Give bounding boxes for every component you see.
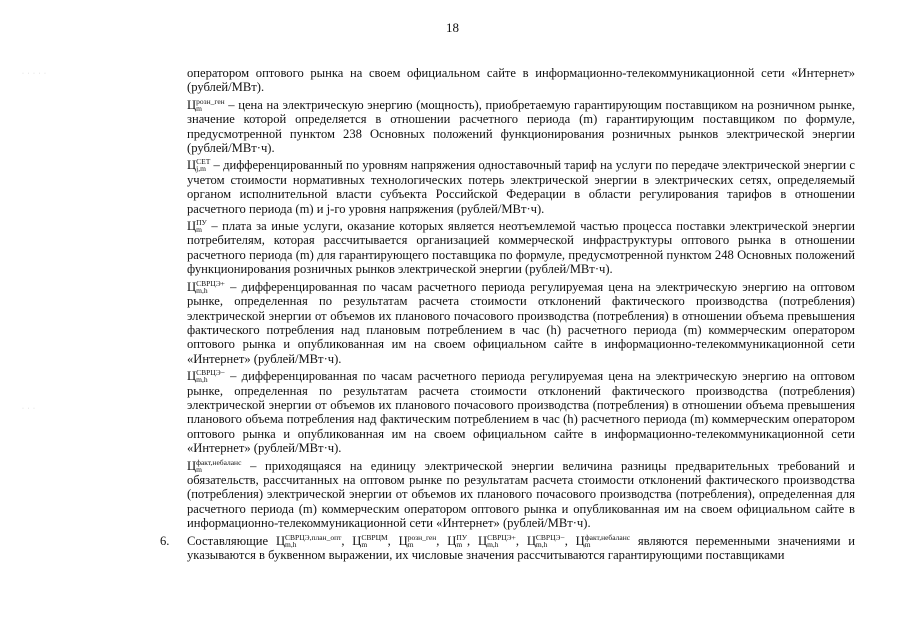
definition-text: – плата за иные услуги, оказание которых является неотъемлемой частью процесса поставки электрической энергии потребителям, которая рассчитывается организацией коммерческой инфраструктуры оптового рынка в отношении расчетного периода (m) для гарантирующего поставщика по формуле, предусмотренной пунктом 248 Основных положений функционирования розничных рынков электрической энергии (рублей/МВт·ч).	[187, 219, 855, 277]
symbol-subscript: m,h	[196, 375, 208, 385]
price-symbol: ЦСВРЦМ m	[352, 532, 388, 549]
numbered-item: 6. Составляющие ЦСВРЦЭ,план_опт m,h , ЦСВРЦМ m , Црозн_ген m , ЦПУ m , ЦСВРЦЭ+ m,h , ЦСВРЦЭ− m,h , Цфакт,небаланс m являются переменными значениями и указываются в буквенном выражении, их числовые значения рассчитываются гарантирующими поставщиками	[160, 532, 856, 562]
definition-paragraph	[187, 280, 855, 366]
item-lead-text: Составляющие	[187, 533, 269, 548]
margin-mark: · · · · ·	[22, 71, 47, 77]
document-body	[160, 66, 856, 565]
page-number: 18	[446, 20, 459, 35]
symbol-subscript: m	[196, 225, 202, 235]
symbol-superscript: СВРЦЭ−	[196, 368, 225, 378]
price-symbol: Цфакт,небаланс m	[575, 532, 631, 549]
symbol-superscript: розн_ген	[196, 96, 225, 106]
symbol-subscript: m	[196, 103, 202, 113]
price-symbol: ЦСВРЦЭ+ m,h	[477, 532, 516, 549]
item-text: являются переменными значениями и указываются в буквенном выражении, их числовые значения рассчитываются гарантирующими поставщиками	[187, 533, 856, 562]
symbol-superscript: СЕТ	[196, 157, 211, 167]
price-symbol: Цфакт,небаланс m	[187, 457, 242, 474]
symbol-superscript: ПУ	[196, 218, 207, 228]
symbol-superscript: СВРЦЭ+	[196, 278, 225, 288]
symbol-subscript: m	[196, 464, 202, 474]
definition-paragraph	[187, 158, 855, 216]
price-symbol: ЦСВРЦЭ− m,h	[187, 368, 225, 385]
price-symbol: ЦСВРЦЭ+ m,h	[187, 278, 225, 295]
price-symbol: ЦПУ m	[187, 218, 207, 235]
symbol-subscript: j,m	[196, 164, 206, 174]
price-symbol: ЦСВРЦЭ− m,h	[526, 532, 565, 549]
definition-text: – дифференцированный по уровням напряжения одноставочный тариф на услуги по передаче электрической энергии с учетом стоимости нормативных технологических потерь электрической энергии в электрических сетях, определяемый органом исполнительной власти субъекта Российской Федерации в области регулирования тарифов в отношении расчетного периода (m) и j-го уровня напряжения (рублей/МВт·ч).	[187, 158, 856, 216]
price-symbol: ЦПУ m	[447, 532, 468, 549]
price-symbol: ЦСВРЦЭ,план_опт m,h	[275, 532, 342, 549]
definition-text: – дифференцированная по часам расчетного периода регулируемая цена на электрическую энергию на оптовом рынке, определенная по результатам расчета стоимости отклонений фактического производства (потребления) электрической энергии от объемов их планового почасового производства (потребления) в отношении объема превышения планового объема потребления над фактическим потреблением в час (h) расчетного периода (m) коммерческим оператором оптового рынка и опубликованная им на своем официальном сайте в информационно-телекоммуникационной сети «Интернет» (рублей/МВт·ч).	[187, 369, 855, 456]
definition-text: – дифференцированная по часам расчетного периода регулируемая цена на электрическую энергию на оптовом рынке, определенная по результатам расчета стоимости отклонений фактического производства (потребления) электрической энергии от объемов их планового почасового производства (потребления) в отношении объема превышения фактического потребления над плановым потреблением в час (h) расчетного периода (m) коммерческим оператором оптового рынка и опубликованная им на своем официальном сайте в информационно-телекоммуникационной сети «Интернет» (рублей/МВт·ч).	[187, 279, 855, 366]
margin-mark: · · ·	[22, 406, 36, 412]
definition-text: – приходящаяся на единицу электрической энергии величина разницы предварительных требований и обязательств, рассчитанных на оптовом рынке по результатам расчета стоимости отклонений фактического производства (потребления) электрической энергии от объемов их планового почасового производства (потребления), определенная для расчетного периода (m) коммерческим оператором оптового рынка и опубликованная им на своем официальном сайте в информационно-телекоммуникационной сети «Интернет» (рублей/МВт·ч).	[187, 458, 855, 531]
symbol-subscript: m,h	[196, 285, 208, 295]
item-number: 6.	[160, 533, 170, 548]
symbol-superscript: факт,небаланс	[196, 457, 242, 467]
definition-paragraph	[187, 459, 855, 531]
definition-text: – цена на электрическую энергию (мощность), приобретаемую гарантирующим поставщиком на розничном рынке, значение которой определяется в отношении расчетного периода (m) гарантирующим поставщиком по формуле, предусмотренной пунктом 238 Основных положений функционирования розничных рынков электрической энергии (рублей/МВт·ч).	[187, 97, 855, 156]
price-symbol: Црозн_ген m	[187, 96, 225, 113]
definition-paragraph	[187, 369, 855, 455]
price-symbol: Црозн_ген m	[398, 532, 437, 549]
price-symbol: ЦСЕТ j,m	[187, 157, 211, 174]
definition-paragraph	[187, 219, 855, 277]
definition-paragraph	[187, 98, 855, 156]
paragraph	[187, 66, 855, 95]
paragraph-text: оператором оптового рынка на своем официальном сайте в информационно-телекоммуникационной сети «Интернет» (рублей/МВт).	[187, 66, 855, 95]
